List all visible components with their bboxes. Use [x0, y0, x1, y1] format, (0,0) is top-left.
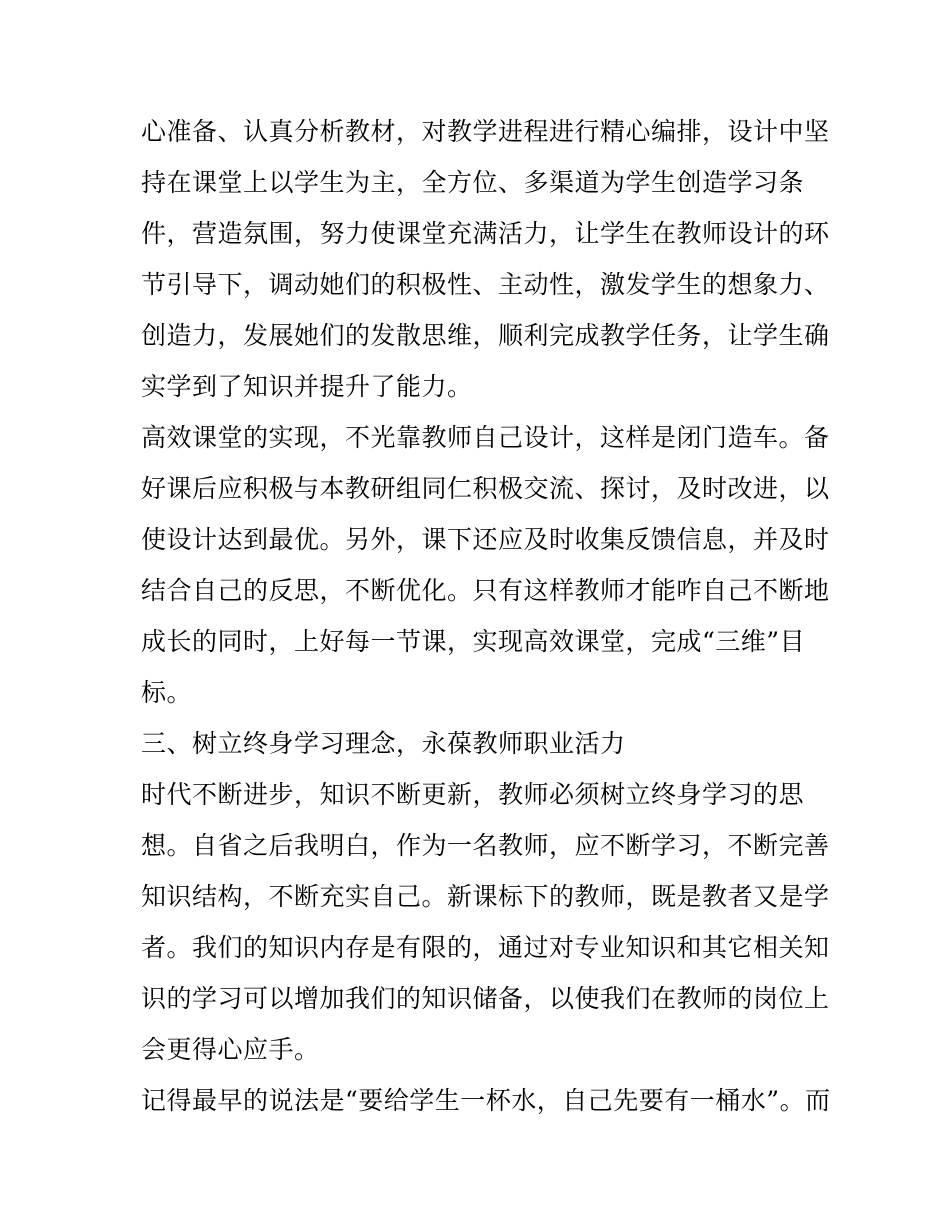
- text-line: 节引导下，调动她们的积极性、主动性，激发学生的想象力、: [141, 270, 830, 299]
- section-heading: 三、树立终身学习理念，永葆教师职业活力: [141, 729, 626, 758]
- text-line: 实学到了知识并提升了能力。: [141, 372, 473, 401]
- text-line: 结合自己的反思，不断优化。只有这样教师才能咋自己不断地: [141, 576, 830, 605]
- text-line: 创造力，发展她们的发散思维，顺利完成教学任务，让学生确: [141, 321, 830, 350]
- document-body: [141, 106, 831, 1126]
- text-line: 想。自省之后我明白，作为一名教师，应不断学习，不断完善: [141, 831, 830, 860]
- text-line: 会更得心应手。: [141, 1035, 320, 1064]
- text-line: 者。我们的知识内存是有限的，通过对专业知识和其它相关知: [141, 933, 830, 962]
- text-line: 使设计达到最优。另外，课下还应及时收集反馈信息，并及时: [141, 525, 830, 554]
- text-line: 知识结构，不断充实自己。新课标下的教师，既是教者又是学: [141, 882, 830, 911]
- text-line: 心准备、认真分析教材，对教学进程进行精心编排，设计中坚: [141, 117, 830, 146]
- text-line: 时代不断进步，知识不断更新，教师必须树立终身学习的思: [141, 780, 805, 809]
- text-line: 记得最早的说法是“要给学生一杯水，自己先要有一桶水”。而: [141, 1086, 831, 1115]
- text-line: 好课后应积极与本教研组同仁积极交流、探讨，及时改进，以: [141, 474, 830, 503]
- text-line: 高效课堂的实现，不光靠教师自己设计，这样是闭门造车。备: [141, 423, 830, 452]
- text-line: 成长的同时，上好每一节课，实现高效课堂，完成“三维”目: [141, 627, 806, 656]
- text-line: 标。: [141, 678, 193, 707]
- text-line: 识的学习可以增加我们的知识储备，以使我们在教师的岗位上: [141, 984, 830, 1013]
- text-line: 件，营造氛围，努力使课堂充满活力，让学生在教师设计的环: [141, 219, 830, 248]
- text-line: 持在课堂上以学生为主，全方位、多渠道为学生创造学习条: [141, 168, 805, 197]
